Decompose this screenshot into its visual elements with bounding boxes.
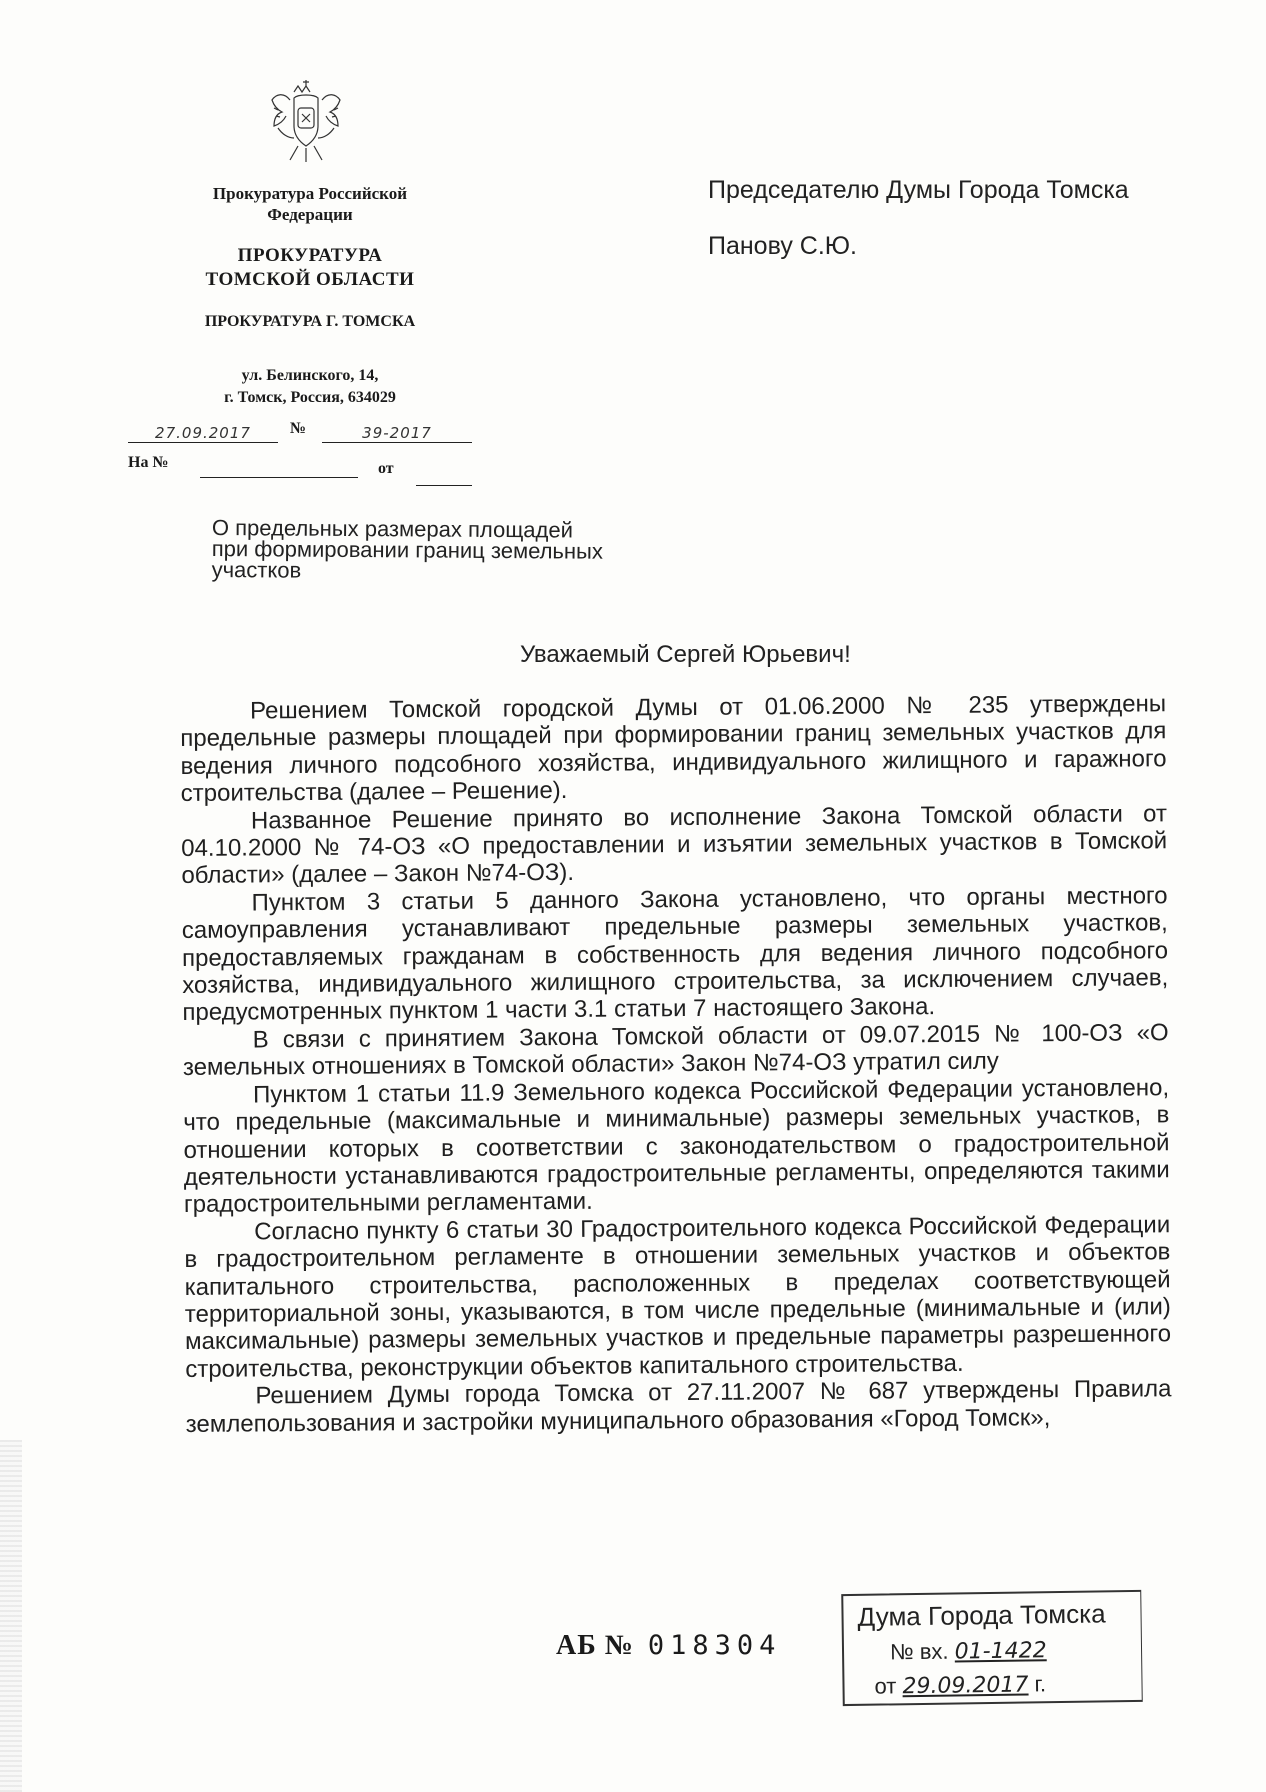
address-line-1: ул. Белинского, 14, — [241, 367, 379, 384]
outgoing-number-label: № — [290, 420, 307, 437]
form-serial — [556, 1630, 781, 1662]
body-paragraph: Решением Томской городской Думы от 01.06.2000 № 235 утверждены предельные размеры площадей при формировании границ земельных участков для ведения личного подсобного хозяйства, индивидуального жилищного и гаражного строительства (далее – Решение). — [180, 690, 1167, 808]
subject-line-1: О предельных размерах площадей — [211, 515, 574, 543]
stamp-date-value: 29.09.2017 — [902, 1672, 1029, 1700]
stamp-incoming-line — [890, 1637, 1047, 1665]
reply-from-label: от — [378, 460, 394, 477]
addressee-block — [708, 162, 1129, 274]
org-name-city: ПРОКУРАТУРА Г. ТОМСКА — [204, 313, 416, 330]
scan-edge-artifact — [0, 1440, 22, 1792]
reply-to-blank-line — [200, 476, 358, 478]
body-paragraph: Решением Думы города Томска от 27.11.2007 № 687 утверждены Правила землепользования и застройки муниципального образования «Город Томск», — [185, 1375, 1172, 1438]
coat-of-arms-emblem — [268, 78, 344, 166]
subject-line-2: при формировании границ земельных — [211, 535, 603, 564]
outgoing-number: 39-2017 — [322, 424, 472, 443]
stamp-incoming-label: № вх. — [889, 1638, 949, 1665]
stamp-date-line — [874, 1671, 1046, 1699]
outgoing-date: 27.09.2017 — [128, 424, 278, 443]
letter-body — [180, 690, 1172, 1438]
address-line-2: г. Томск, Россия, 634029 — [224, 389, 396, 406]
reply-to-label: На № — [128, 454, 169, 471]
form-serial-label: АБ № — [556, 1630, 634, 1661]
org-line-1: Прокуратура Российской — [212, 184, 408, 203]
incoming-registration-stamp — [841, 1590, 1143, 1706]
stamp-title: Дума Города Томска — [857, 1598, 1106, 1632]
org-main-line-2: ТОМСКОЙ ОБЛАСТИ — [205, 269, 415, 290]
subject-line-3: участков — [211, 556, 302, 583]
body-paragraph: Пунктом 1 статьи 11.9 Земельного кодекса Российской Федерации установлено, что предельные (максимальные и минимальные) размеры земельных участков, в отношении которых в соответствии с законодательством о градостроительной деятельности устанавливаются градостроительные регламенты, определяются такими градостроительными регламентами. — [183, 1073, 1170, 1219]
org-name-region — [160, 244, 460, 292]
body-paragraph: Согласно пункту 6 статьи 30 Градостроительного кодекса Российской Федерации в градостроительном регламенте в отношении земельных участков и объектов капитального строительства, расположенных в пределах соответствующей территориальной зоны, указываются, в том числе предельные (минимальные и (или) максимальные) размеры земельных участков и предельные параметры разрешенного строительства, реконструкции объектов капитального строительства. — [184, 1210, 1172, 1383]
form-serial-number: 018304 — [647, 1630, 782, 1661]
body-paragraph: Пунктом 3 статьи 5 данного Закона установлено, что органы местного самоуправления устанавливают предельные размеры земельных участков, предоставляемых гражданам в собственность для ведения личного подсобного хозяйства, индивидуального жилищного строительства, за исключением случаев, предусмотренных пунктом 1 части 3.1 статьи 7 настоящего Закона. — [181, 882, 1169, 1027]
org-line-2: Федерации — [267, 205, 353, 224]
subject-block — [212, 517, 672, 583]
salutation: Уважаемый Сергей Юрьевич! — [520, 641, 851, 668]
stamp-date-label: от — [874, 1673, 897, 1699]
stamp-incoming-number: 01-1422 — [954, 1638, 1047, 1665]
stamp-date-suffix: г. — [1034, 1671, 1047, 1697]
addressee-position: Председателю Думы Города Томска — [708, 176, 1129, 204]
org-address — [160, 365, 460, 409]
org-main-line-1: ПРОКУРАТУРА — [237, 245, 383, 266]
body-paragraph: Названное Решение принято во исполнение Закона Томской области от 04.10.2000 № 74-ОЗ «О предоставлении и изъятии земельных участков в Томской области» (далее – Закон №74-ОЗ). — [181, 799, 1168, 890]
body-paragraph: В связи с принятием Закона Томской области от 09.07.2015 № 100-ОЗ «О земельных отношениях в Томской области» Закон №74-ОЗ утратил силу — [182, 1019, 1169, 1082]
addressee-name: Панову С.Ю. — [708, 232, 857, 260]
org-name-federation — [160, 183, 460, 225]
reply-from-blank-line — [416, 484, 472, 486]
